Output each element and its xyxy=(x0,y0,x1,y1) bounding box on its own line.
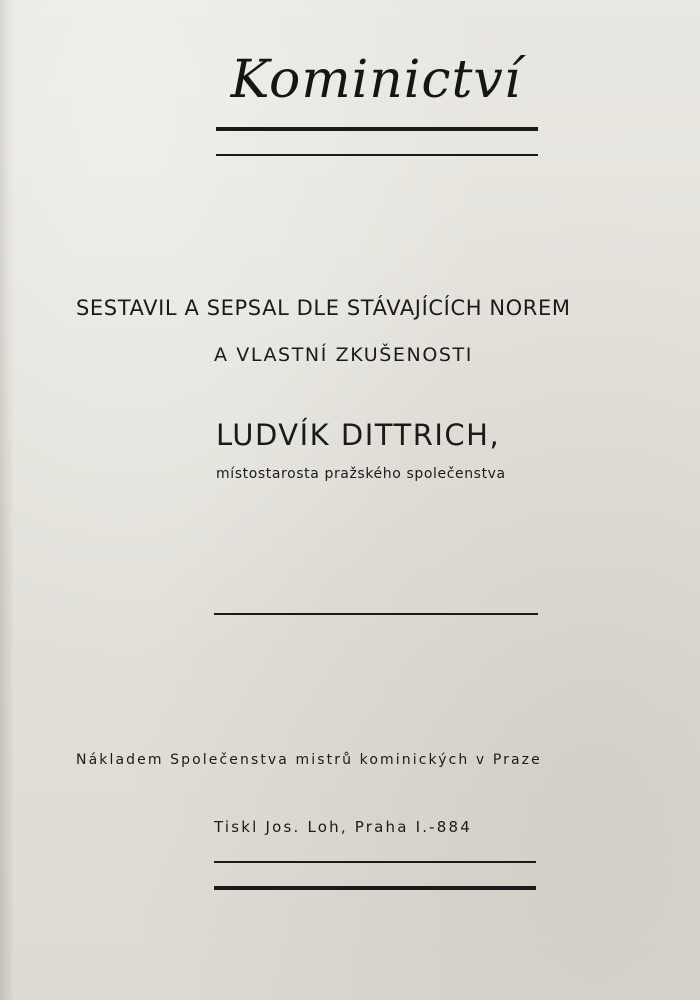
title-rule-thin xyxy=(216,154,538,156)
compiled-by-line-1: SESTAVIL A SEPSAL DLE STÁVAJÍCÍCH NOREM xyxy=(76,296,571,320)
publisher-line: Nákladem Společenstva mistrů kominických v Praze xyxy=(76,752,542,768)
compiled-by-line-2: A VLASTNÍ ZKUŠENOSTI xyxy=(214,344,473,366)
title-rule-thick xyxy=(216,127,538,131)
author-name: LUDVÍK DITTRICH, xyxy=(216,418,501,452)
printer-line: Tiskl Jos. Loh, Praha I.-884 xyxy=(214,818,473,836)
author-role: místostarosta pražského společenstva xyxy=(216,466,506,482)
bottom-rule-thick xyxy=(214,886,536,890)
bottom-rule-thin xyxy=(214,861,536,863)
middle-rule xyxy=(214,613,538,615)
book-title: Kominictví xyxy=(230,50,522,110)
